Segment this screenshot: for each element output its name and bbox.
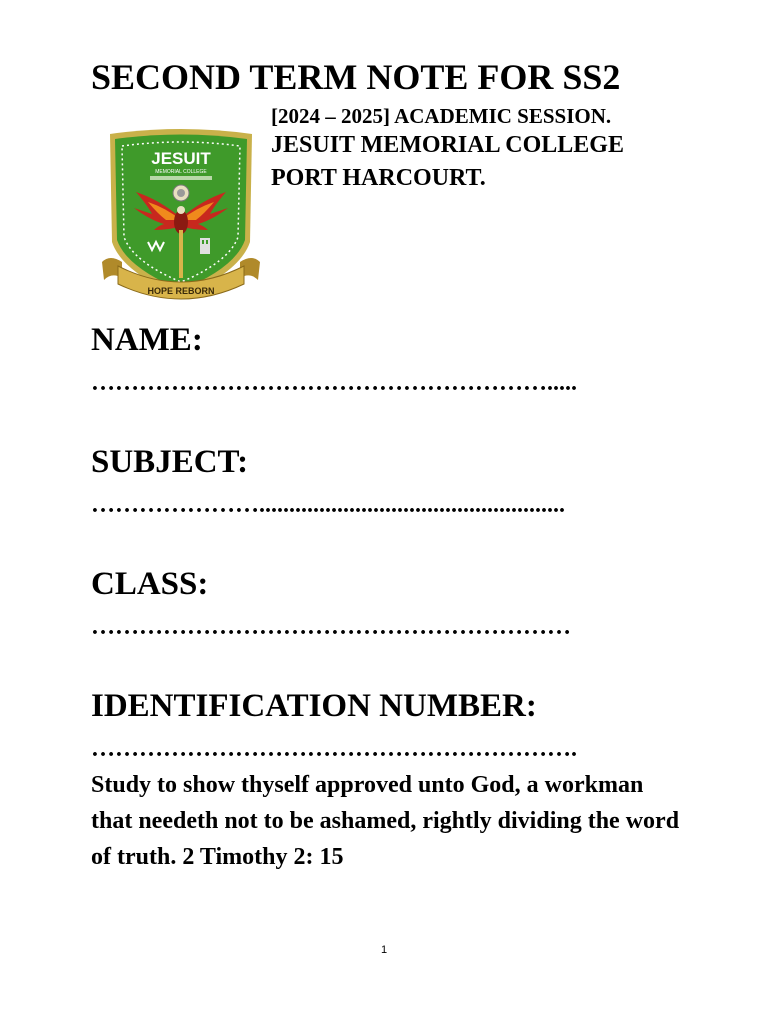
crest-sub-text: MEMORIAL COLLEGE bbox=[155, 169, 207, 175]
subject-blank-line[interactable]: …………………................................................... bbox=[91, 492, 565, 518]
college-city: PORT HARCOURT. bbox=[271, 165, 486, 191]
crest-name-text: JESUIT bbox=[151, 149, 211, 168]
document-title: SECOND TERM NOTE FOR SS2 bbox=[91, 57, 621, 97]
crest-motto-text: HOPE REBORN bbox=[147, 286, 215, 296]
class-label: CLASS: bbox=[91, 566, 209, 602]
school-crest-logo bbox=[100, 122, 262, 308]
identification-number-blank-line[interactable]: ……………………………………………………. bbox=[91, 736, 577, 762]
name-blank-line[interactable]: …………………………………………………..... bbox=[91, 370, 577, 396]
identification-number-label: IDENTIFICATION NUMBER: bbox=[91, 688, 537, 724]
name-label: NAME: bbox=[91, 322, 203, 358]
subject-label: SUBJECT: bbox=[91, 444, 249, 480]
bible-verse: Study to show thyself approved unto God, a workman that needeth not to be ashamed, rightly dividing the word of truth. 2 Timothy 2: 15 bbox=[91, 772, 680, 870]
college-name: JESUIT MEMORIAL COLLEGE bbox=[271, 132, 624, 158]
school-header bbox=[271, 103, 624, 195]
class-blank-line[interactable]: …………………………………………………… bbox=[91, 614, 571, 640]
academic-session: [2024 – 2025] ACADEMIC SESSION. bbox=[271, 104, 612, 128]
page-number: 1 bbox=[380, 944, 388, 956]
